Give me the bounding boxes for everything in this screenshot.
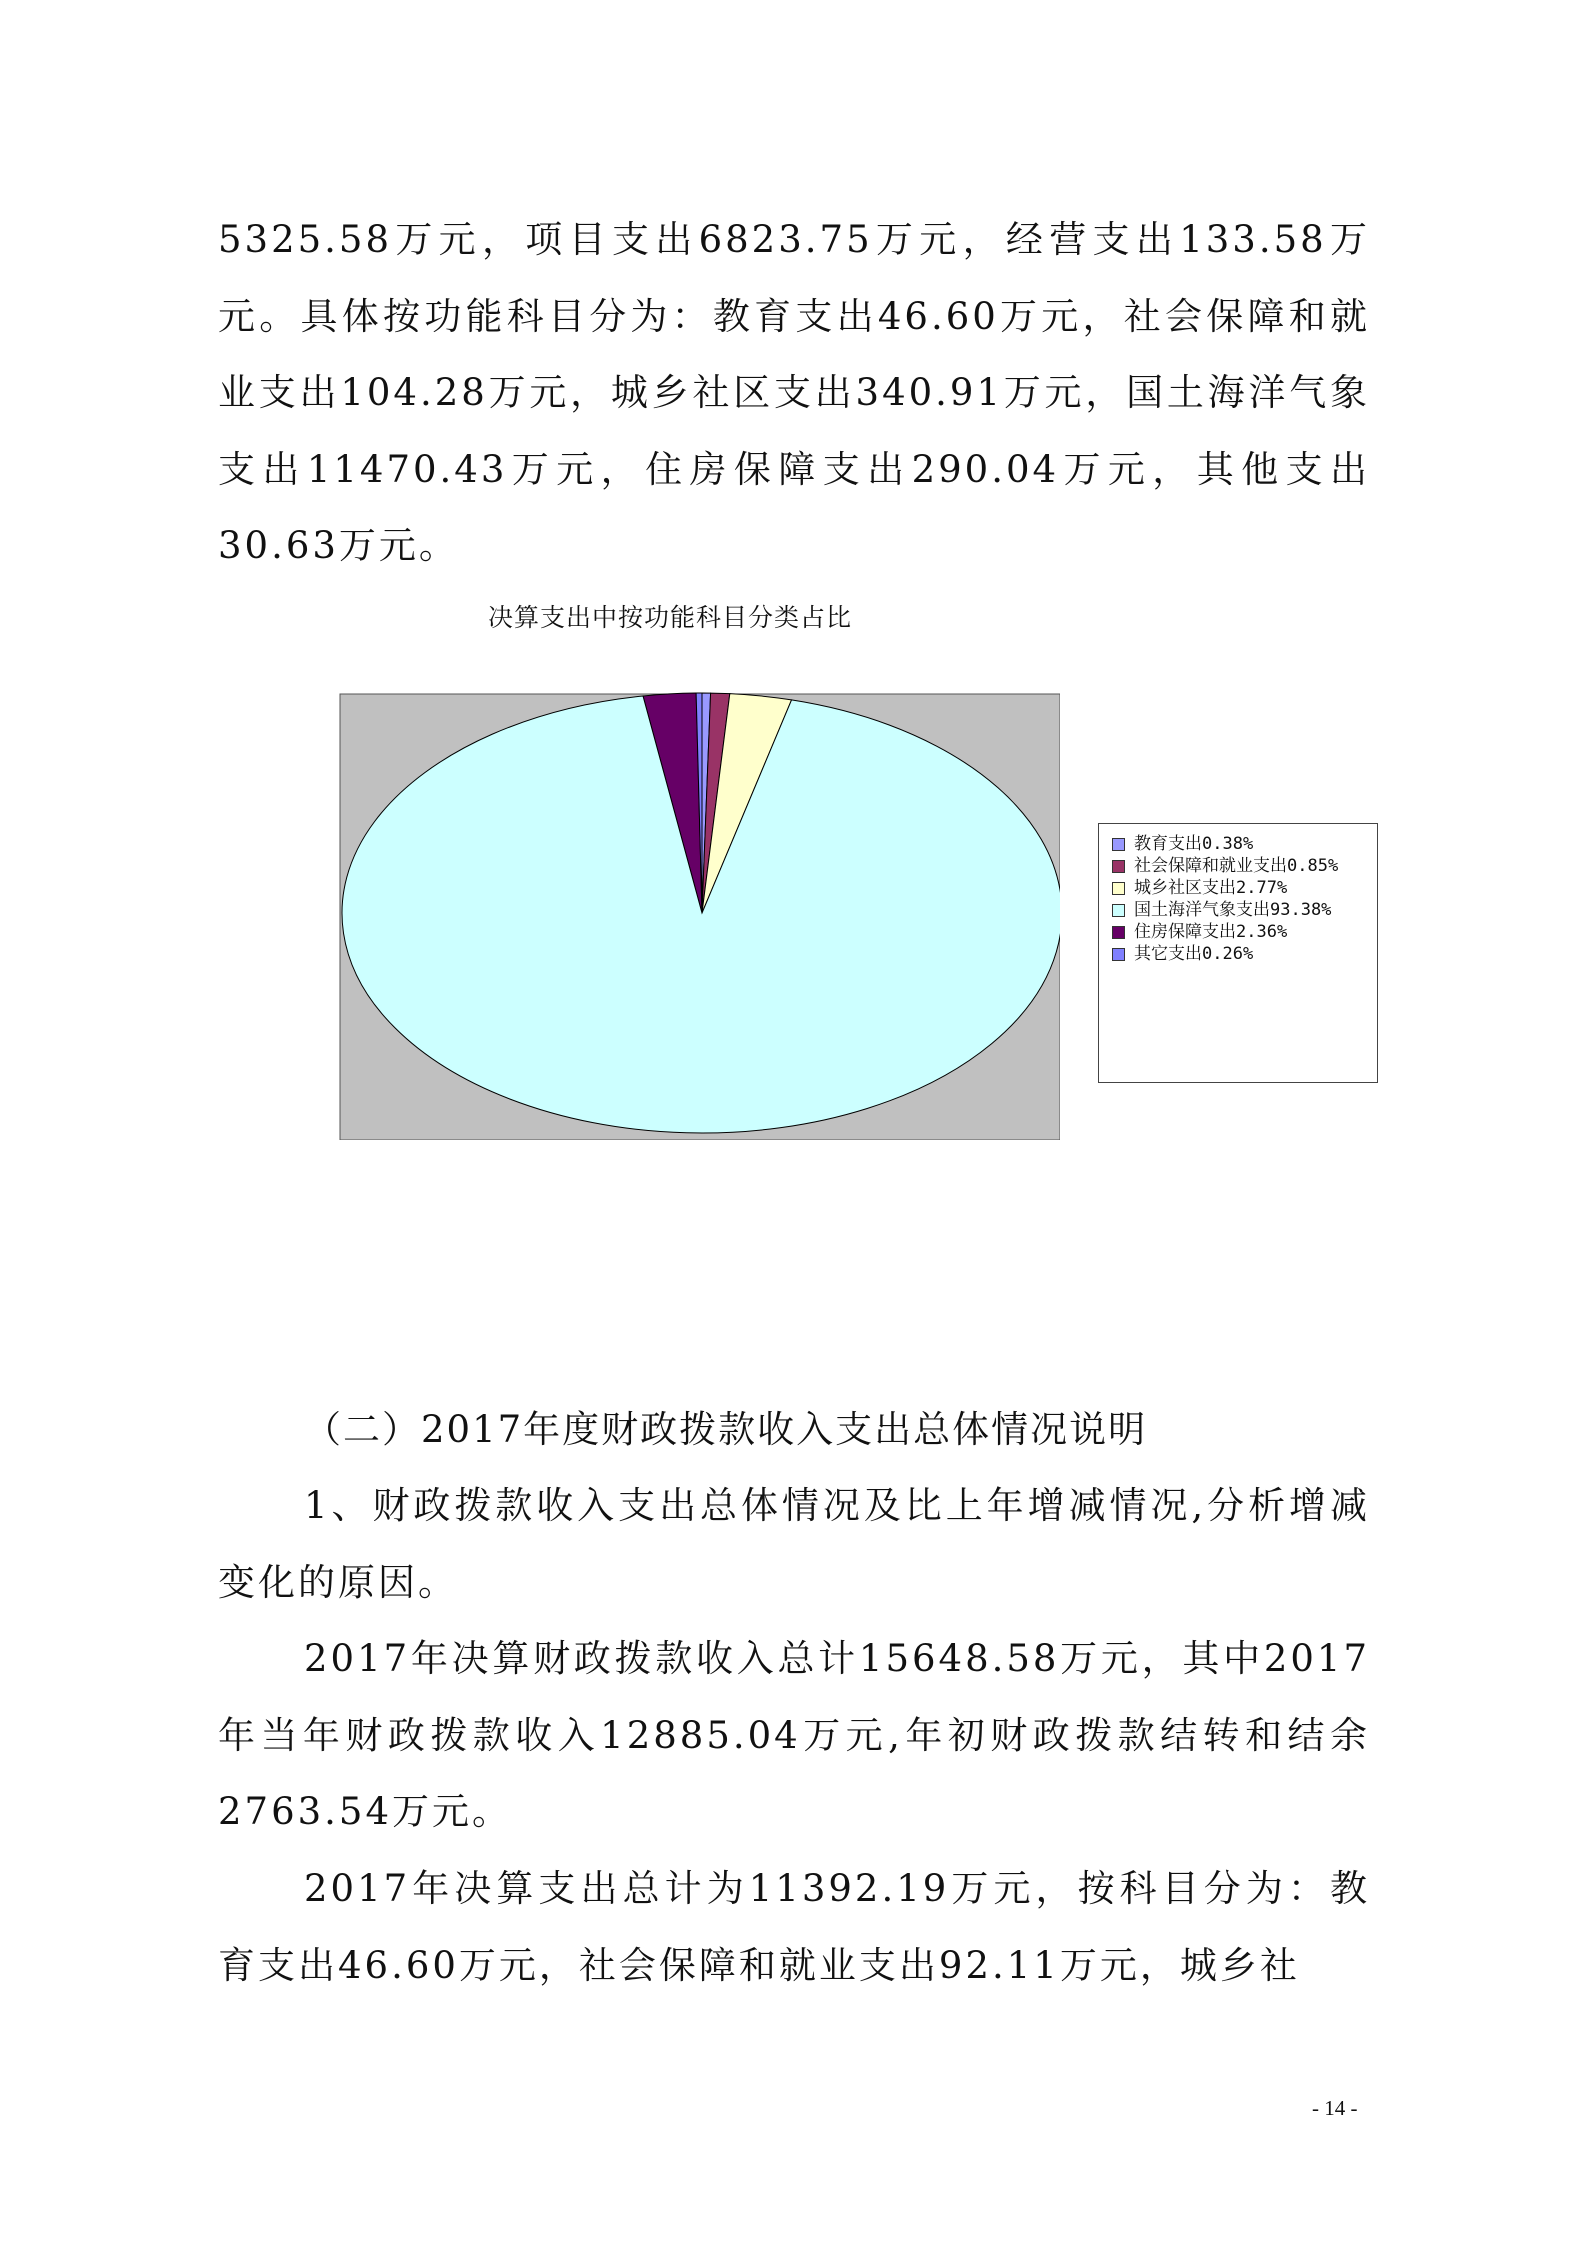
paragraph-overview: 1、财政拨款收入支出总体情况及比上年增减情况,分析增减变化的原因。: [218, 1484, 1370, 1604]
legend-label: 社会保障和就业支出0.85%: [1134, 856, 1339, 876]
legend-swatch: [1112, 948, 1125, 961]
legend-item: [1109, 944, 1369, 965]
legend-label: 教育支出0.38%: [1134, 834, 1254, 854]
legend-item: [1109, 878, 1369, 899]
paragraph-expenditure-breakdown: 5325.58万元，项目支出6823.75万元，经营支出133.58万元。具体按功能科目分为：教育支出46.60万元，社会保障和就业支出104.28万元，城乡社区支出340.91万元，国土海洋气象支出11470.43万元，住房保障支出290.04万元，其他支出30.63万元。: [218, 218, 1370, 567]
legend-label: 城乡社区支出2.77%: [1134, 878, 1288, 898]
legend-label: 其它支出0.26%: [1134, 944, 1254, 964]
section-heading: （二）2017年度财政拨款收入支出总体情况说明: [304, 1408, 1148, 1451]
legend-swatch: [1112, 882, 1125, 895]
legend-label: 国土海洋气象支出93.38%: [1134, 900, 1332, 920]
paragraph-expenditure: 2017年决算支出总计为11392.19万元，按科目分为：教育支出46.60万元，社会保障和就业支出92.11万元，城乡社: [218, 1867, 1370, 1987]
paragraph-revenue: 2017年决算财政拨款收入总计15648.58万元，其中2017年当年财政拨款收入12885.04万元,年初财政拨款结转和结余2763.54万元。: [218, 1637, 1370, 1833]
legend-item: [1109, 834, 1369, 855]
chart-legend: [1098, 823, 1378, 1083]
legend-swatch: [1112, 926, 1125, 939]
legend-label: 住房保障支出2.36%: [1134, 922, 1288, 942]
pie-chart: [300, 680, 1060, 1140]
legend-item: [1109, 856, 1369, 877]
page-number: - 14 -: [1312, 2096, 1358, 2120]
legend-swatch: [1112, 838, 1125, 851]
legend-item: [1109, 900, 1369, 921]
legend-swatch: [1112, 860, 1125, 873]
legend-swatch: [1112, 904, 1125, 917]
chart-title: 决算支出中按功能科目分类占比: [487, 603, 852, 632]
legend-item: [1109, 922, 1369, 943]
